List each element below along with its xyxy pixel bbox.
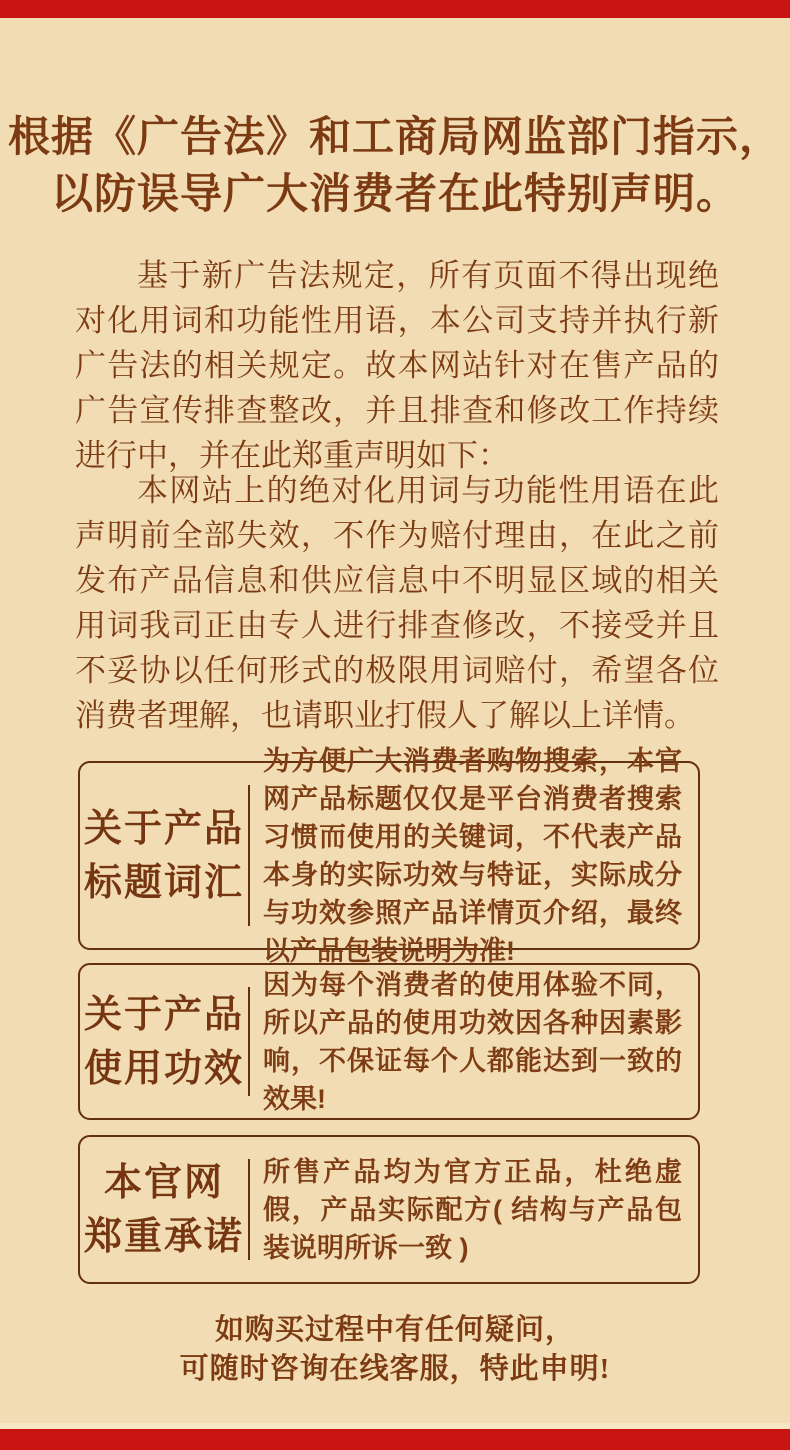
notice-label-line2: 郑重承诺 (83, 1215, 244, 1258)
page-title-line2: 以防误导广大消费者在此特别声明。 (50, 172, 739, 219)
notice-label-product-title (80, 763, 248, 948)
page-title (0, 110, 790, 224)
intro-paragraph-1: 基于新广告法规定，所有页面不得出现绝对化用词和功能性用语，本公司支持并执行新广告法的相关规定。故本网站针对在售产品的广告宣传排查整改，并且排查和修改工作持续进行中，并在此郑重声明如下： (75, 258, 719, 473)
intro-paragraph-2: 本网站上的绝对化用词与功能性用语在此声明前全部失效，不作为赔付理由，在此之前发布产品信息和供应信息中不明显区域的相关用词我司正由专人进行排查修改，不接受并且不妥协以任何形式的极限用词赔付，希望各位消费者理解，也请职业打假人了解以上详情。 (75, 473, 719, 733)
notice-text-wrap (250, 965, 698, 1118)
notice-box-product-title (78, 745, 700, 966)
notice-label-line1: 关于产品 (83, 807, 244, 850)
page-title-line1: 根据《广告法》和工商局网监部门指示， (7, 115, 782, 162)
notice-label-product-efficacy (80, 965, 248, 1118)
notice-text-official-promise: 所售产品均为官方正品，杜绝虚假，产品实际配方( 结构与产品包装说明所诉一致 ) (263, 1156, 682, 1263)
top-red-bar (0, 0, 790, 18)
bottom-red-bar (0, 1429, 790, 1450)
notice-label-line2: 标题词汇 (83, 861, 244, 904)
footer-note (0, 1311, 790, 1389)
notice-box-official-promise (78, 1135, 700, 1284)
notice-text-product-efficacy: 因为每个消费者的使用体验不同，所以产品的使用功效因各种因素影响，不保证每个人都能达到一致的效果! (263, 969, 682, 1114)
notice-text-wrap (250, 745, 698, 966)
notice-label-line1: 关于产品 (83, 993, 244, 1036)
notice-box-product-efficacy (78, 963, 700, 1120)
notice-text-wrap (250, 1137, 698, 1282)
notice-label-line1: 本官网 (103, 1161, 224, 1204)
notice-text-product-title: 为方便广大消费者购物搜索，本官网产品标题仅仅是平台消费者搜索习惯而使用的关键词，不代表产品本身的实际功效与特证，实际成分与功效参照产品详情页介绍，最终以产品包装说明为准! (263, 745, 682, 966)
notice-label-official-promise (80, 1137, 248, 1282)
notice-label-line2: 使用功效 (83, 1047, 244, 1090)
footer-note-line1: 如购买过程中有任何疑问， (214, 1314, 575, 1346)
footer-note-line2: 可随时咨询在线客服，特此申明! (179, 1353, 611, 1385)
